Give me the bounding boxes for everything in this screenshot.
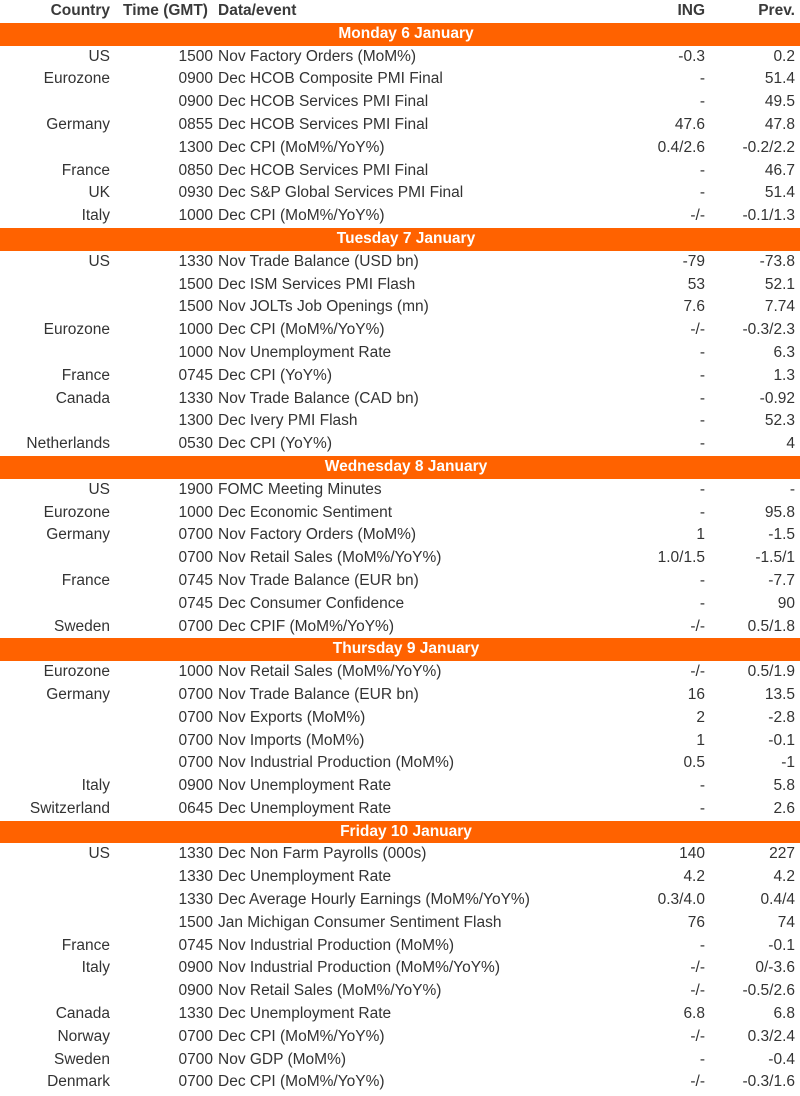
table-row (0, 114, 800, 137)
event-cell: Nov Trade Balance (CAD bn) (218, 389, 419, 407)
previous-value-cell: 7.74 (764, 298, 795, 316)
time-cell: 1500 (178, 913, 213, 931)
event-cell: Dec CPI (MoM%/YoY%) (218, 1073, 385, 1091)
table-row (0, 502, 800, 525)
country-cell: Italy (81, 959, 110, 977)
day-header: Monday 6 January (0, 23, 800, 46)
time-cell: 0745 (178, 594, 213, 612)
time-cell: 0530 (178, 435, 213, 453)
event-cell: Dec Unemployment Rate (218, 868, 392, 886)
event-cell: Dec Consumer Confidence (218, 594, 405, 612)
ing-forecast-cell: 2 (696, 708, 705, 726)
ing-forecast-cell: -/- (690, 321, 705, 339)
event-cell: Nov Trade Balance (EUR bn) (218, 571, 419, 589)
previous-value-cell: 52.1 (764, 275, 795, 293)
ing-forecast-cell: 140 (679, 845, 705, 863)
table-row (0, 616, 800, 639)
previous-value-cell: 13.5 (764, 685, 795, 703)
event-cell: Nov Unemployment Rate (218, 343, 392, 361)
table-row (0, 479, 800, 502)
table-row (0, 980, 800, 1003)
country-cell: Eurozone (43, 663, 110, 681)
previous-value-cell: -0.4 (768, 1050, 795, 1068)
time-cell: 0700 (178, 754, 213, 772)
day-header: Thursday 9 January (0, 638, 800, 661)
previous-value-cell: -0.5/2.6 (742, 982, 795, 1000)
day-header: Friday 10 January (0, 821, 800, 844)
event-cell: Nov Retail Sales (MoM%/YoY%) (218, 549, 442, 567)
previous-value-cell: 0.5/1.8 (747, 617, 795, 635)
table-row (0, 889, 800, 912)
previous-value-cell: 5.8 (773, 777, 795, 795)
previous-value-cell: 51.4 (764, 70, 795, 88)
event-cell: Dec Economic Sentiment (218, 503, 393, 521)
event-cell: Nov Imports (MoM%) (218, 731, 365, 749)
ing-forecast-cell: - (699, 435, 705, 453)
country-cell: Italy (81, 777, 110, 795)
ing-forecast-cell: -/- (690, 663, 705, 681)
ing-forecast-cell: - (699, 571, 705, 589)
previous-value-cell: -1.5 (768, 526, 795, 544)
ing-forecast-cell: 7.6 (683, 298, 705, 316)
ing-forecast-cell: 16 (687, 685, 705, 703)
ing-forecast-cell: - (699, 389, 705, 407)
event-cell: Jan Michigan Consumer Sentiment Flash (218, 913, 502, 931)
table-row (0, 707, 800, 730)
ing-forecast-cell: 47.6 (674, 115, 705, 133)
time-cell: 0900 (178, 777, 213, 795)
previous-value-cell: -0.1/1.3 (742, 207, 795, 225)
country-cell: Canada (55, 1005, 110, 1023)
table-row (0, 182, 800, 205)
time-cell: 1330 (178, 891, 213, 909)
time-cell: 0900 (178, 70, 213, 88)
time-cell: 0900 (178, 982, 213, 1000)
time-cell: 1330 (178, 1005, 213, 1023)
time-cell: 0930 (178, 184, 213, 202)
event-cell: Nov Retail Sales (MoM%/YoY%) (218, 663, 442, 681)
ing-forecast-cell: 4.2 (683, 868, 705, 886)
previous-value-cell: 227 (769, 845, 795, 863)
time-cell: 1330 (178, 868, 213, 886)
table-row (0, 661, 800, 684)
event-cell: Nov Trade Balance (USD bn) (218, 252, 419, 270)
country-cell: Eurozone (43, 70, 110, 88)
ing-forecast-cell: -/- (690, 1073, 705, 1091)
previous-value-cell: -0.92 (759, 389, 795, 407)
country-cell: Denmark (47, 1073, 110, 1091)
ing-forecast-cell: 76 (687, 913, 705, 931)
table-row (0, 752, 800, 775)
ing-forecast-cell: - (699, 343, 705, 361)
header-ing: ING (677, 2, 705, 19)
country-cell: France (61, 571, 110, 589)
previous-value-cell: 6.8 (773, 1005, 795, 1023)
table-row (0, 684, 800, 707)
previous-value-cell: 2.6 (773, 799, 795, 817)
previous-value-cell: 6.3 (773, 343, 795, 361)
ing-forecast-cell: - (699, 412, 705, 430)
ing-forecast-cell: -/- (690, 207, 705, 225)
ing-forecast-cell: - (699, 777, 705, 795)
previous-value-cell: 0.3/2.4 (747, 1027, 795, 1045)
table-row (0, 433, 800, 456)
table-row (0, 342, 800, 365)
ing-forecast-cell: 1 (696, 526, 705, 544)
table-row (0, 912, 800, 935)
previous-value-cell: 4.2 (773, 868, 795, 886)
table-row (0, 410, 800, 433)
time-cell: 0700 (178, 685, 213, 703)
ing-forecast-cell: 1.0/1.5 (657, 549, 705, 567)
table-row (0, 547, 800, 570)
event-cell: Nov Industrial Production (MoM%) (218, 936, 455, 954)
event-cell: Dec HCOB Services PMI Final (218, 93, 429, 111)
table-row (0, 205, 800, 228)
country-cell: Germany (46, 115, 110, 133)
time-cell: 0900 (178, 93, 213, 111)
previous-value-cell: -1 (781, 754, 795, 772)
event-cell: Dec Unemployment Rate (218, 1005, 392, 1023)
time-cell: 1000 (178, 321, 213, 339)
ing-forecast-cell: -0.3 (678, 47, 705, 65)
country-cell: Canada (55, 389, 110, 407)
time-cell: 1000 (178, 663, 213, 681)
previous-value-cell: -1.5/1 (755, 549, 795, 567)
time-cell: 1500 (178, 47, 213, 65)
time-cell: 0700 (178, 526, 213, 544)
event-cell: Dec Non Farm Payrolls (000s) (218, 845, 427, 863)
country-cell: Eurozone (43, 503, 110, 521)
ing-forecast-cell: 0.4/2.6 (657, 138, 705, 156)
table-row (0, 388, 800, 411)
ing-forecast-cell: 0.5 (683, 754, 705, 772)
ing-forecast-cell: -/- (690, 617, 705, 635)
time-cell: 0700 (178, 1073, 213, 1091)
country-cell: US (88, 480, 110, 498)
time-cell: 0745 (178, 936, 213, 954)
event-cell: Nov Industrial Production (MoM%/YoY%) (218, 959, 500, 977)
event-cell: Dec ISM Services PMI Flash (218, 275, 416, 293)
table-row (0, 1003, 800, 1026)
table-row (0, 798, 800, 821)
event-cell: Nov JOLTs Job Openings (mn) (218, 298, 429, 316)
event-cell: Dec Unemployment Rate (218, 799, 392, 817)
event-cell: Nov Factory Orders (MoM%) (218, 47, 417, 65)
country-cell: Switzerland (29, 799, 110, 817)
previous-value-cell: 4 (786, 435, 795, 453)
country-cell: US (88, 47, 110, 65)
ing-forecast-cell: - (699, 366, 705, 384)
ing-forecast-cell: - (699, 1050, 705, 1068)
table-row (0, 593, 800, 616)
table-row (0, 524, 800, 547)
event-cell: FOMC Meeting Minutes (218, 480, 382, 498)
event-cell: Dec HCOB Services PMI Final (218, 115, 429, 133)
country-cell: France (61, 936, 110, 954)
ing-forecast-cell: - (699, 70, 705, 88)
table-row (0, 866, 800, 889)
table-row (0, 957, 800, 980)
ing-forecast-cell: 53 (687, 275, 705, 293)
time-cell: 0645 (178, 799, 213, 817)
country-cell: Netherlands (26, 435, 110, 453)
time-cell: 1000 (178, 503, 213, 521)
event-cell: Dec HCOB Composite PMI Final (218, 70, 443, 88)
header-time: Time (GMT) (123, 2, 208, 19)
previous-value-cell: 52.3 (764, 412, 795, 430)
header-prev: Prev. (758, 2, 795, 19)
ing-forecast-cell: - (699, 936, 705, 954)
event-cell: Nov Factory Orders (MoM%) (218, 526, 417, 544)
previous-value-cell: -0.2/2.2 (742, 138, 795, 156)
country-cell: Italy (81, 207, 110, 225)
time-cell: 1330 (178, 252, 213, 270)
time-cell: 0855 (178, 115, 213, 133)
table-row (0, 1049, 800, 1072)
event-cell: Dec CPI (YoY%) (218, 435, 332, 453)
event-cell: Dec CPI (YoY%) (218, 366, 332, 384)
ing-forecast-cell: - (699, 93, 705, 111)
country-cell: Sweden (53, 1050, 110, 1068)
event-cell: Dec Ivery PMI Flash (218, 412, 358, 430)
country-cell: US (88, 845, 110, 863)
table-row (0, 935, 800, 958)
previous-value-cell: 0.2 (773, 47, 795, 65)
ing-forecast-cell: - (699, 594, 705, 612)
country-cell: UK (88, 184, 110, 202)
event-cell: Nov Industrial Production (MoM%) (218, 754, 455, 772)
time-cell: 1000 (178, 343, 213, 361)
table-row (0, 365, 800, 388)
time-cell: 1330 (178, 845, 213, 863)
time-cell: 0900 (178, 959, 213, 977)
time-cell: 0700 (178, 549, 213, 567)
previous-value-cell: - (789, 480, 795, 498)
country-cell: Eurozone (43, 321, 110, 339)
table-row (0, 319, 800, 342)
time-cell: 1500 (178, 275, 213, 293)
time-cell: 1500 (178, 298, 213, 316)
table-row (0, 1026, 800, 1049)
table-row (0, 296, 800, 319)
country-cell: France (61, 161, 110, 179)
table-row (0, 46, 800, 69)
country-cell: Germany (46, 526, 110, 544)
event-cell: Dec CPI (MoM%/YoY%) (218, 138, 385, 156)
event-cell: Dec CPI (MoM%/YoY%) (218, 1027, 385, 1045)
ing-forecast-cell: 6.8 (683, 1005, 705, 1023)
previous-value-cell: -2.8 (768, 708, 795, 726)
ing-forecast-cell: - (699, 503, 705, 521)
time-cell: 0700 (178, 1050, 213, 1068)
event-cell: Nov Retail Sales (MoM%/YoY%) (218, 982, 442, 1000)
previous-value-cell: -7.7 (768, 571, 795, 589)
time-cell: 0850 (178, 161, 213, 179)
time-cell: 1900 (178, 480, 213, 498)
table-row (0, 137, 800, 160)
time-cell: 0700 (178, 617, 213, 635)
country-cell: Germany (46, 685, 110, 703)
country-cell: Sweden (53, 617, 110, 635)
time-cell: 0700 (178, 731, 213, 749)
country-cell: US (88, 252, 110, 270)
ing-forecast-cell: - (699, 161, 705, 179)
event-cell: Dec CPI (MoM%/YoY%) (218, 321, 385, 339)
event-cell: Nov Trade Balance (EUR bn) (218, 685, 419, 703)
previous-value-cell: 90 (777, 594, 795, 612)
ing-forecast-cell: 0.3/4.0 (657, 891, 705, 909)
time-cell: 0700 (178, 1027, 213, 1045)
ing-forecast-cell: - (699, 184, 705, 202)
ing-forecast-cell: -79 (682, 252, 705, 270)
table-row (0, 274, 800, 297)
day-header: Tuesday 7 January (0, 228, 800, 251)
ing-forecast-cell: 1 (696, 731, 705, 749)
previous-value-cell: 46.7 (764, 161, 795, 179)
table-row (0, 91, 800, 114)
time-cell: 1300 (178, 138, 213, 156)
previous-value-cell: 0.4/4 (760, 891, 795, 909)
table-row (0, 251, 800, 274)
event-cell: Dec Average Hourly Earnings (MoM%/YoY%) (218, 891, 530, 909)
previous-value-cell: 95.8 (764, 503, 795, 521)
previous-value-cell: -0.1 (768, 936, 795, 954)
time-cell: 0745 (178, 571, 213, 589)
table-row (0, 68, 800, 91)
ing-forecast-cell: -/- (690, 1027, 705, 1045)
table-row (0, 160, 800, 183)
table-row (0, 730, 800, 753)
ing-forecast-cell: - (699, 480, 705, 498)
event-cell: Dec CPIF (MoM%/YoY%) (218, 617, 394, 635)
country-cell: Norway (57, 1027, 110, 1045)
header-country: Country (50, 2, 110, 19)
table-row (0, 570, 800, 593)
previous-value-cell: 1.3 (773, 366, 795, 384)
table-row (0, 1071, 800, 1094)
event-cell: Nov GDP (MoM%) (218, 1050, 347, 1068)
table-row (0, 843, 800, 866)
time-cell: 1000 (178, 207, 213, 225)
previous-value-cell: 74 (777, 913, 795, 931)
previous-value-cell: -0.3/2.3 (742, 321, 795, 339)
day-header: Wednesday 8 January (0, 456, 800, 479)
previous-value-cell: 49.5 (764, 93, 795, 111)
ing-forecast-cell: -/- (690, 959, 705, 977)
time-cell: 1300 (178, 412, 213, 430)
table-header-row (0, 0, 800, 23)
previous-value-cell: 47.8 (764, 115, 795, 133)
table-row (0, 775, 800, 798)
previous-value-cell: 51.4 (764, 184, 795, 202)
ing-forecast-cell: -/- (690, 982, 705, 1000)
time-cell: 0745 (178, 366, 213, 384)
header-event: Data/event (218, 2, 297, 19)
event-cell: Nov Exports (MoM%) (218, 708, 366, 726)
country-cell: France (61, 366, 110, 384)
previous-value-cell: -0.3/1.6 (742, 1073, 795, 1091)
previous-value-cell: -0.1 (768, 731, 795, 749)
previous-value-cell: -73.8 (759, 252, 795, 270)
ing-forecast-cell: - (699, 799, 705, 817)
event-cell: Dec S&P Global Services PMI Final (218, 184, 464, 202)
event-cell: Dec CPI (MoM%/YoY%) (218, 207, 385, 225)
previous-value-cell: 0/-3.6 (755, 959, 795, 977)
time-cell: 1330 (178, 389, 213, 407)
time-cell: 0700 (178, 708, 213, 726)
event-cell: Nov Unemployment Rate (218, 777, 392, 795)
event-cell: Dec HCOB Services PMI Final (218, 161, 429, 179)
previous-value-cell: 0.5/1.9 (747, 663, 795, 681)
